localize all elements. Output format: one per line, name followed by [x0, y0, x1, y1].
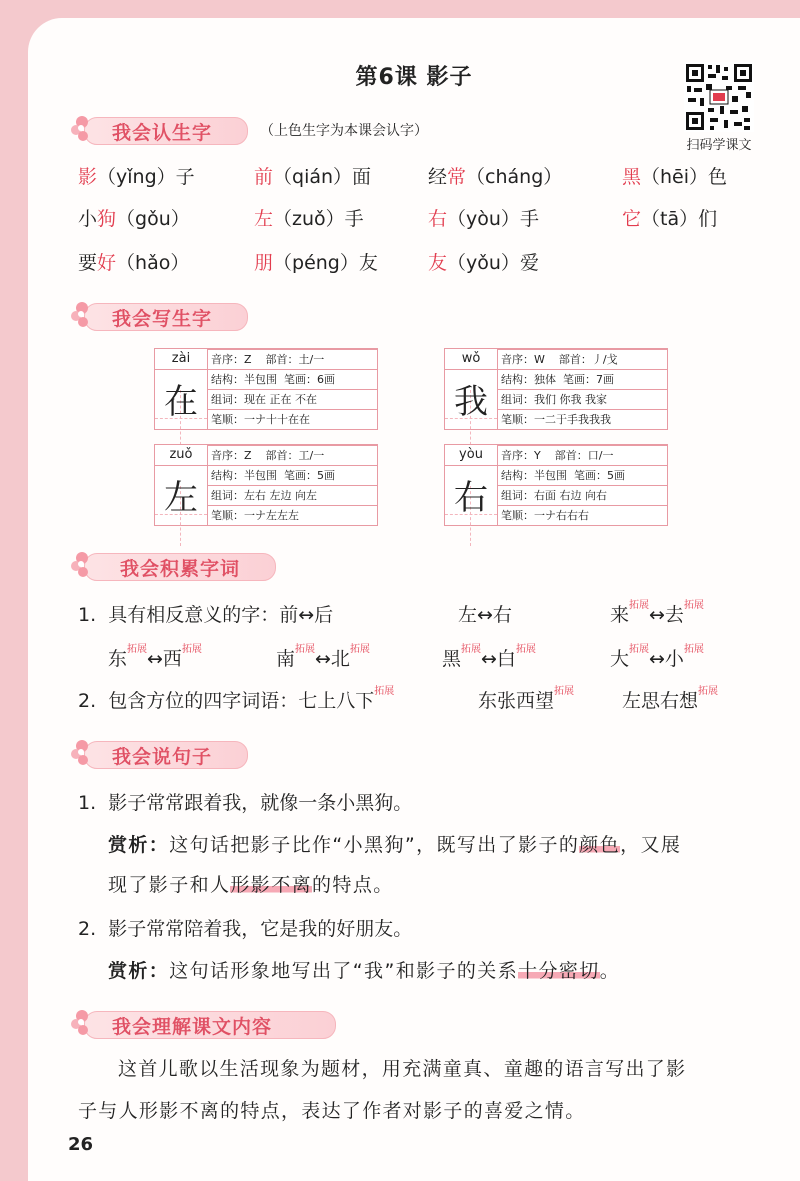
appreciation-text: 这句话把影子比作“小黑狗”，既写出了影子的: [169, 834, 580, 856]
qr-code-icon[interactable]: [684, 62, 754, 132]
extension-tag: 拓展: [461, 644, 482, 655]
pair-a: 黑: [442, 648, 462, 670]
pair-a: 东: [108, 648, 128, 670]
card-radical: 部首：土/一: [265, 353, 325, 366]
flower-icon: [70, 1006, 104, 1040]
page-number: 26: [68, 1134, 94, 1155]
pair-b: ↔白: [481, 648, 516, 670]
opposite-pair: [442, 644, 536, 671]
new-character: 好: [97, 252, 117, 274]
word-part: 手: [519, 208, 539, 230]
word-part: 面: [352, 166, 372, 188]
opposite-pair: [610, 644, 704, 671]
card-character-box: [445, 465, 497, 524]
item-text: 包含方位的四字词语：七上八下: [108, 690, 375, 712]
appreciation-1-line-2: [108, 870, 394, 897]
new-character: 黑: [622, 166, 642, 188]
section-title: 我会认生字: [112, 122, 213, 144]
opposite-pair: [108, 644, 202, 671]
appreciation-label: 赏析：: [108, 834, 170, 856]
pinyin: （hēi）: [641, 166, 709, 188]
card-order-radical: [207, 445, 377, 464]
new-character: 影: [78, 166, 98, 188]
pair-b: ↔去: [649, 604, 684, 626]
extension-tag: 拓展: [629, 644, 650, 655]
accumulate-item-1: [78, 600, 333, 627]
pinyin: （zuǒ）: [273, 208, 345, 230]
new-character: 朋: [254, 252, 274, 274]
section-title: 我会写生字: [112, 308, 213, 330]
recognize-word: [622, 162, 727, 189]
opposite-pair: [276, 644, 370, 671]
appreciation-2: [108, 956, 620, 983]
extension-tag: 拓展: [515, 644, 536, 655]
extension-tag: 拓展: [683, 600, 704, 611]
item-number: 1.: [78, 792, 97, 814]
pair-come-go: [610, 600, 704, 627]
pinyin: （yǐng）: [97, 166, 176, 188]
new-character: 常: [447, 166, 467, 188]
section-recognize: [70, 112, 250, 146]
appreciation-text: 现了影子和人: [108, 874, 231, 896]
pair-a: 来: [610, 604, 630, 626]
card-order: 音序：Z: [211, 449, 252, 462]
recognize-word: [428, 162, 562, 189]
idiom-text: 左思右想: [622, 690, 699, 712]
card-pinyin: zuǒ: [155, 445, 208, 465]
card-sequence: 笔顺：一ナ左左左: [207, 505, 377, 524]
pinyin: （cháng）: [466, 166, 563, 188]
section-sentence: [70, 736, 250, 770]
card-words: 组词：现在 正在 不在: [207, 389, 377, 408]
highlight: 颜色: [579, 834, 621, 856]
sentence-text: 影子常常陪着我，它是我的好朋友。: [108, 918, 413, 940]
section-accumulate: [70, 548, 280, 582]
extension-tag: 拓展: [295, 644, 316, 655]
extension-tag: 拓展: [698, 686, 719, 697]
extension-tag: 拓展: [629, 600, 650, 611]
extension-tag: 拓展: [181, 644, 202, 655]
appreciation-text: 这句话形象地写出了“我”和影子的关系: [169, 960, 519, 982]
extension-tag: 拓展: [127, 644, 148, 655]
extension-tag: 拓展: [683, 644, 704, 655]
pair-left-right: 左↔右: [458, 604, 512, 626]
pinyin: （péng）: [273, 252, 359, 274]
pair-a: 大: [610, 648, 630, 670]
extension-tag: 拓展: [374, 686, 395, 697]
word-part: 小: [78, 208, 98, 230]
card-pinyin: yòu: [445, 445, 498, 465]
card-character-box: [445, 369, 497, 428]
pinyin: （yòu）: [447, 208, 520, 230]
card-order-radical: [497, 349, 667, 368]
qr-caption: 扫码学课文: [686, 138, 752, 153]
flower-icon: [70, 112, 104, 146]
recognize-word: [254, 204, 364, 231]
card-strokes: 笔画：5画: [574, 469, 625, 482]
card-character: 右: [454, 478, 488, 518]
card-order: 音序：Z: [211, 353, 252, 366]
card-strokes: 笔画：7画: [563, 373, 614, 386]
highlight: 形影不离: [230, 874, 313, 896]
pair-a: 南: [276, 648, 296, 670]
item-number: 2.: [78, 918, 97, 940]
understand-line-2: 子与人形影不离的特点，表达了作者对影子的喜爱之情。: [78, 1100, 586, 1122]
pinyin: （tā）: [641, 208, 699, 230]
word-part: 爱: [519, 252, 539, 274]
card-order: 音序：Y: [501, 449, 541, 462]
card-radical: 部首：口/一: [554, 449, 614, 462]
pinyin: （gǒu）: [116, 208, 190, 230]
idiom-text: 东张西望: [478, 690, 555, 712]
card-character: 左: [164, 478, 198, 518]
card-character: 我: [454, 382, 488, 422]
new-character: 狗: [97, 208, 117, 230]
card-order: 音序：W: [501, 353, 545, 366]
section-title: 我会积累字词: [120, 558, 241, 580]
recognize-word: [622, 204, 717, 231]
card-structure: 结构：半包围: [211, 469, 277, 482]
card-character-box: [155, 369, 207, 428]
sentence-2: [78, 914, 412, 941]
pair-b: ↔小: [649, 648, 684, 670]
card-strokes: 笔画：5画: [284, 469, 335, 482]
sentence-1: [78, 788, 412, 815]
flower-icon: [70, 298, 104, 332]
card-sequence: 笔顺：一二于手我我我: [497, 409, 667, 428]
word-part: 子: [175, 166, 195, 188]
word-part: 经: [428, 166, 448, 188]
recognize-word: [78, 248, 189, 275]
pinyin: （yǒu）: [447, 252, 520, 274]
card-character: 在: [164, 382, 198, 422]
card-pinyin: wǒ: [445, 349, 498, 369]
recognize-word: [78, 204, 190, 231]
new-character: 前: [254, 166, 274, 188]
appreciation-text: ，又展: [620, 834, 682, 856]
card-words: 组词：右面 右边 向右: [497, 485, 667, 504]
new-character: 它: [622, 208, 642, 230]
flower-icon: [70, 736, 104, 770]
pair-b: ↔北: [315, 648, 350, 670]
card-order-radical: [497, 445, 667, 464]
appreciation-label: 赏析：: [108, 960, 170, 982]
recognize-word: [428, 248, 539, 275]
card-structure-strokes: [497, 465, 667, 484]
page: [28, 18, 800, 1181]
section-title: 我会理解课文内容: [112, 1016, 273, 1038]
new-character: 友: [428, 252, 448, 274]
recognize-word: [254, 162, 371, 189]
word-part: 手: [344, 208, 364, 230]
word-part: 色: [708, 166, 728, 188]
section-write: [70, 298, 250, 332]
card-character-box: [155, 465, 207, 524]
idiom-2: [478, 686, 574, 713]
character-card: [154, 444, 378, 526]
recognize-word: [254, 248, 378, 275]
understand-line-1: 这首儿歌以生活现象为题材，用充满童真、童趣的语言写出了影: [118, 1058, 687, 1080]
word-part: 友: [358, 252, 378, 274]
card-structure: 结构：半包围: [501, 469, 567, 482]
extension-tag: 拓展: [349, 644, 370, 655]
card-structure: 结构：半包围: [211, 373, 277, 386]
item-number: 1.: [78, 604, 97, 626]
word-part: 要: [78, 252, 98, 274]
section-title: 我会说句子: [112, 746, 213, 768]
recognize-word: [428, 204, 539, 231]
appreciation-text: 的特点。: [312, 874, 394, 896]
card-strokes: 笔画：6画: [284, 373, 335, 386]
card-pinyin: zài: [155, 349, 208, 369]
pinyin: （qián）: [273, 166, 353, 188]
new-character: 右: [428, 208, 448, 230]
pair-b: ↔西: [147, 648, 182, 670]
card-sequence: 笔顺：一ナ十十在在: [207, 409, 377, 428]
card-radical: 部首：丿/戈: [558, 353, 618, 366]
section-understand: [70, 1006, 340, 1040]
card-sequence: 笔顺：一ナ右右右: [497, 505, 667, 524]
card-structure: 结构：独体: [501, 373, 556, 386]
item-text: 具有相反意义的字：前↔后: [108, 604, 334, 626]
new-character: 左: [254, 208, 274, 230]
item-number: 2.: [78, 690, 97, 712]
card-structure-strokes: [207, 369, 377, 388]
appreciation-text: 。: [599, 960, 621, 982]
section-note: （上色生字为本课会认字）: [260, 123, 428, 139]
recognize-word: [78, 162, 195, 189]
highlight: 十分密切: [518, 960, 600, 982]
extension-tag: 拓展: [554, 686, 575, 697]
card-words: 组词：我们 你我 我家: [497, 389, 667, 408]
pinyin: （hǎo）: [116, 252, 190, 274]
card-structure-strokes: [497, 369, 667, 388]
character-card: [444, 444, 668, 526]
flower-icon: [70, 548, 104, 582]
appreciation-1-line-1: [108, 830, 681, 857]
idiom-3: [622, 686, 718, 713]
accumulate-item-2: [78, 686, 394, 713]
character-card: [154, 348, 378, 430]
card-radical: 部首：工/一: [265, 449, 325, 462]
card-structure-strokes: [207, 465, 377, 484]
card-words: 组词：左右 左边 向左: [207, 485, 377, 504]
word-part: 们: [698, 208, 718, 230]
card-order-radical: [207, 349, 377, 368]
character-card: [444, 348, 668, 430]
lesson-title: 第6课 影子: [355, 65, 473, 90]
sentence-text: 影子常常跟着我，就像一条小黑狗。: [108, 792, 413, 814]
